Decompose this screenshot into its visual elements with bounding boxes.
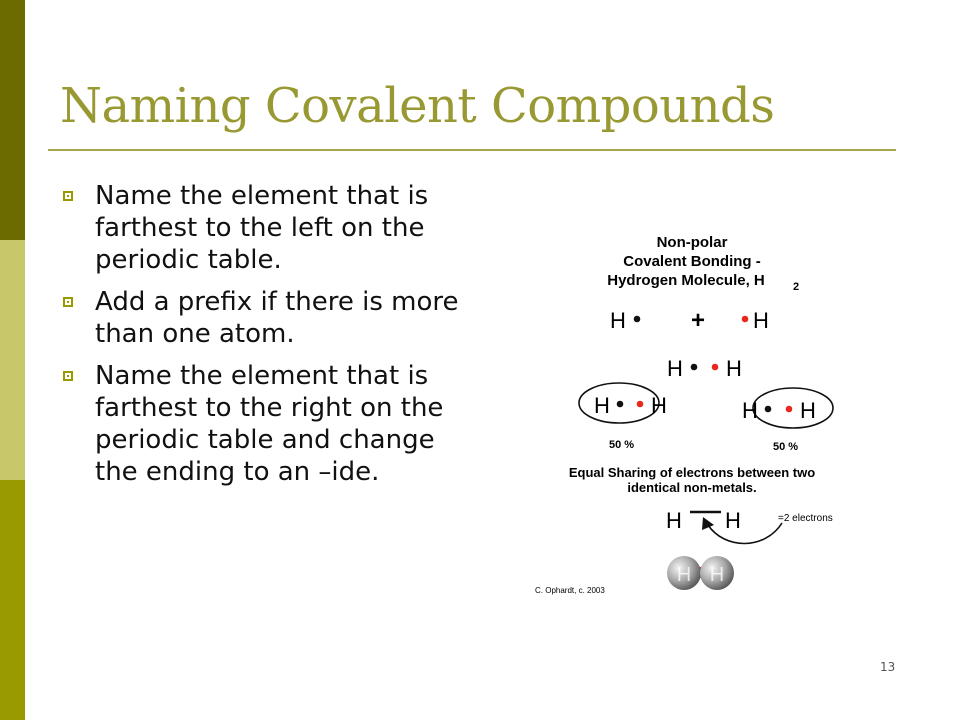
electron-dot-red bbox=[786, 406, 793, 413]
atom-label-h: H bbox=[667, 356, 683, 381]
atom-label-h: H bbox=[651, 393, 667, 418]
diagram-heading-line2: Covalent Bonding - bbox=[623, 253, 761, 270]
diagram-credit: C. Ophardt, c. 2003 bbox=[535, 586, 605, 595]
atom-label-h: H bbox=[666, 508, 682, 533]
atom-label-h: H bbox=[726, 356, 742, 381]
electron-dot bbox=[691, 364, 698, 371]
sidebar-decoration bbox=[0, 0, 25, 720]
bullet-text: Name the element that is farthest to the left on the periodic table. bbox=[95, 181, 429, 275]
percent-left: 50 % bbox=[609, 439, 635, 451]
bullet-list bbox=[60, 180, 480, 498]
electron-dot-red bbox=[712, 364, 719, 371]
caption-line1: Equal Sharing of electrons between two bbox=[568, 465, 816, 480]
sidebar-segment-bottom bbox=[0, 480, 25, 720]
sphere-label-h: H bbox=[676, 564, 692, 586]
atom-label-h: H bbox=[725, 508, 741, 533]
bullet-item bbox=[60, 180, 480, 276]
square-bullet-icon bbox=[63, 371, 73, 381]
atom-label-h: H bbox=[753, 308, 769, 333]
diagram-heading-line3: Hydrogen Molecule, H bbox=[607, 272, 765, 289]
sidebar-segment-top bbox=[0, 0, 25, 240]
slide-number: 13 bbox=[880, 660, 896, 674]
sphere-label-h: H bbox=[709, 564, 725, 586]
electron-dot bbox=[617, 401, 624, 408]
electron-dot bbox=[765, 406, 772, 413]
plus-sign: + bbox=[690, 307, 706, 334]
square-bullet-icon bbox=[63, 297, 73, 307]
diagram-heading-line1: Non-polar bbox=[656, 234, 728, 251]
electron-dot-red bbox=[637, 401, 644, 408]
hydrogen-bonding-diagram bbox=[520, 225, 860, 605]
atom-label-h: H bbox=[594, 393, 610, 418]
curved-arrow bbox=[708, 523, 782, 544]
atom-label-h: H bbox=[800, 398, 816, 423]
bullet-item bbox=[60, 360, 480, 488]
electron-dot-red bbox=[742, 316, 749, 323]
bullet-item bbox=[60, 286, 480, 350]
sidebar-segment-middle bbox=[0, 240, 25, 480]
bullet-text: Name the element that is farthest to the right on the periodic table and change the ending to an –ide. bbox=[95, 361, 444, 487]
caption-line2: identical non-metals. bbox=[627, 480, 757, 495]
bullet-text: Add a prefix if there is more than one atom. bbox=[95, 287, 459, 349]
arrow-head-icon bbox=[702, 517, 714, 530]
diagram-heading-subscript: 2 bbox=[793, 281, 800, 293]
bond-note: =2 electrons bbox=[778, 513, 833, 524]
title-divider bbox=[48, 149, 896, 151]
percent-right: 50 % bbox=[773, 441, 799, 453]
square-bullet-icon bbox=[63, 191, 73, 201]
atom-label-h: H bbox=[610, 308, 626, 333]
electron-dot bbox=[634, 316, 641, 323]
atom-label-h: H bbox=[742, 398, 758, 423]
slide-title: Naming Covalent Compounds bbox=[60, 78, 775, 134]
